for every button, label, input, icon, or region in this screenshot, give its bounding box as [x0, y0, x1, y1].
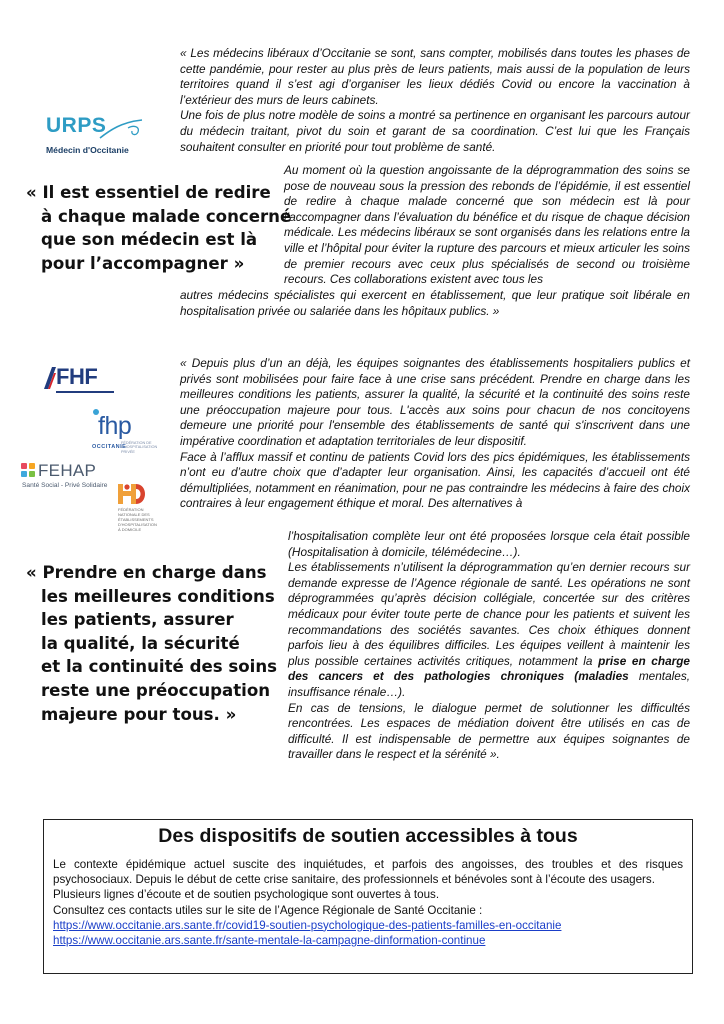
section2-paragraph-3 — [288, 560, 690, 700]
section2-paragraph-3b: mentales, insuffisance rénale…). — [288, 669, 690, 699]
pull-quote-line: reste une préoccupation — [41, 680, 271, 700]
section1-text-wide — [180, 46, 690, 155]
fhp-federation-text: FÉDÉRATION DE L'HOSPITALISATION PRIVÉE — [121, 441, 158, 454]
section2-paragraph-2: Face à l’afflux massif et continu de patients Covid lors des pics épidémiques, les établissements n’ont eu d’autre choix que d’adapter leur organisation. Ainsi, les capacités d’accueil ont été démultipliées, notamment en réanimation, pour ne pas contraindre les médecins à faire des choix contraires à leur engagement éthique et moral. Des alternatives à — [180, 449, 690, 511]
fhp-region-text: OCCITANIE — [92, 444, 127, 450]
support-link-psychological[interactable]: https://www.occitanie.ars.sante.fr/covid19-soutien-psychologique-des-patients-familles-en-occitanie — [53, 918, 562, 932]
support-box-title: Des dispositifs de soutien accessibles à tous — [158, 825, 578, 847]
pull-quote-1 — [26, 181, 291, 275]
section2-text-wide — [180, 356, 690, 512]
urps-logo-text: URPS — [46, 114, 107, 137]
urps-logo — [44, 112, 148, 162]
fehap-logo — [20, 460, 108, 494]
pull-quote-line: pour l’accompagner » — [41, 253, 245, 273]
support-box-body — [53, 857, 683, 948]
fhf-underline — [56, 391, 114, 393]
pull-quote-line: les patients, assurer — [41, 610, 234, 630]
pull-quote-line: « Prendre en charge dans — [26, 563, 267, 582]
had-logo-subtitle: FÉDÉRATION NATIONALE DES ÉTABLISSEMENTS D'HOSPITALISATION À DOMICILE — [118, 507, 157, 532]
section2-paragraph-4: En cas de tensions, le dialogue permet de solutionner les difficultés rencontrées. Les espaces de médiation doivent être utilisés en cas de difficulté. Il est indispensable de permettre aux équipes soignantes de travailler dans le respect et la sérénité ». — [288, 700, 690, 762]
section1-text-tail — [180, 288, 690, 319]
urps-swoosh-icon — [98, 116, 146, 142]
support-box — [43, 819, 693, 974]
pull-quote-line: et la continuité des soins — [41, 657, 278, 677]
fhp-logo-text: fhp — [98, 412, 132, 440]
section1-paragraph-2: Une fois de plus notre modèle de soins a montré sa pertinence en organisant les parcours autour du médecin traitant, pivot du soin et garant de sa coordination. C’est lui que les Français souhaitent consulter en priorité pour tout problème de santé. — [180, 108, 690, 154]
urps-logo-subtitle: Médecin d'Occitanie — [46, 145, 129, 155]
pull-quote-line: majeure pour tous. » — [41, 704, 237, 724]
had-mark-icon — [116, 482, 150, 506]
section2-paragraph-3a: Les établissements n’utilisent la déprogrammation qu’en dernier recours sur demande expresse de l’Agence régionale de santé. Les opérations ne sont déprogrammées qu’après décision collégiale, concertée sur des critères médicaux pour éviter toute perte de chance pour les patients et suivent les recommandations des sociétés savantes. Ces choix éthiques donnent parfois lieu à des équilibres difficiles. Les équipes veillent à maintenir les plus possible certaines activités critiques, notamment la — [288, 560, 690, 668]
fehap-mark-icon — [21, 463, 35, 477]
pull-quote-line: à chaque malade concerné — [41, 206, 292, 226]
pull-quote-2 — [26, 561, 277, 726]
had-logo — [116, 482, 160, 530]
fhf-logo — [44, 364, 116, 396]
pull-quote-line: « Il est essentiel de redire — [26, 183, 271, 202]
section2-paragraph-2b: l’hospitalisation complète leur ont été proposées lorsque cela était possible (Hospitalisation à domicile, télémédecine…). — [288, 529, 690, 559]
support-link-mental-health[interactable]: https://www.occitanie.ars.sante.fr/sante-mentale-la-campagne-dinformation-continue — [53, 934, 486, 948]
fhp-logo — [92, 406, 156, 466]
fehap-logo-text: FEHAP — [38, 461, 97, 480]
pull-quote-line: les meilleures conditions — [41, 586, 275, 606]
section2-paragraph-1: « Depuis plus d’un an déjà, les équipes soignantes des établissements hospitaliers publics et privés sont mobilisées pour faire face à une crise sans précédent. Prendre en charge dans les meilleures conditions les patients, assurer la qualité, la sécurité et la continuité des soins reste une préoccupation majeure pour tous. L'accès aux soins pour chacun de nos concitoyens demeure une priorité pour l'ensemble des établissements de santé qui s'inscrivent dans une impérative coordination et adaptation territoriales de leur dispositif. — [180, 356, 690, 448]
section1-text-narrow — [284, 163, 690, 288]
pull-quote-line: que son médecin est là — [41, 230, 258, 250]
section1-paragraph-intro: « Les médecins libéraux d’Occitanie se sont, sans compter, mobilisés dans toutes les phases de cette pandémie, pour rester au plus près de leurs patients, mais aussi de la population de leurs territoires quand il s’est agi d’organiser les lieux dédiés Covid ou encore la vaccination à l’extérieur des murs de leurs cabinets. — [180, 46, 690, 107]
section1-paragraph-3a: Au moment où la question angoissante de la déprogrammation des soins se pose de nouveau sous la pression des rebonds de l’épidémie, il est essentiel de redire à chaque malade concerné que son médecin est là pour l’accompagner dans l’évaluation du bénéfice et du risque de chaque décision médicale. Les médecins libéraux se sont organisés dans les relations entre la ville et l’hôpital pour éviter la rupture des parcours et mieux articuler les soins de premier recours avec ceux plus spécialisés de second ou troisième recours. Ces collaborations existent avec tous les — [284, 163, 690, 287]
section2-paragraph-3-bold: prise en charge des cancers et des pathologies chroniques (maladies — [288, 653, 690, 684]
support-box-paragraph-3: Consultez ces contacts utiles sur le site de l’Agence Régionale de Santé Occitanie : — [53, 903, 483, 917]
support-box-paragraph-1: Le contexte épidémique actuel suscite des inquiétudes, et parfois des angoisses, des troubles et des risques psychosociaux. Depuis le début de cette crise sanitaire, des professionnels et bénévoles sont à l’écoute des usagers. — [53, 858, 683, 887]
fhf-logo-text: FHF — [56, 364, 98, 389]
support-box-paragraph-2: Plusieurs lignes d’écoute et de soutien psychologique sont ouvertes à tous. — [53, 888, 440, 902]
pull-quote-line: la qualité, la sécurité — [41, 633, 240, 653]
section1-paragraph-3b: autres médecins spécialistes qui exercent en établissement, que leur pratique soit libérale en hospitalisation privée ou salariée dans les hôpitaux publics. » — [180, 288, 690, 318]
fehap-logo-subtitle: Santé Social - Privé Solidaire — [22, 482, 108, 489]
fhf-flag-icon — [44, 367, 56, 389]
section2-text-narrow — [288, 529, 690, 763]
